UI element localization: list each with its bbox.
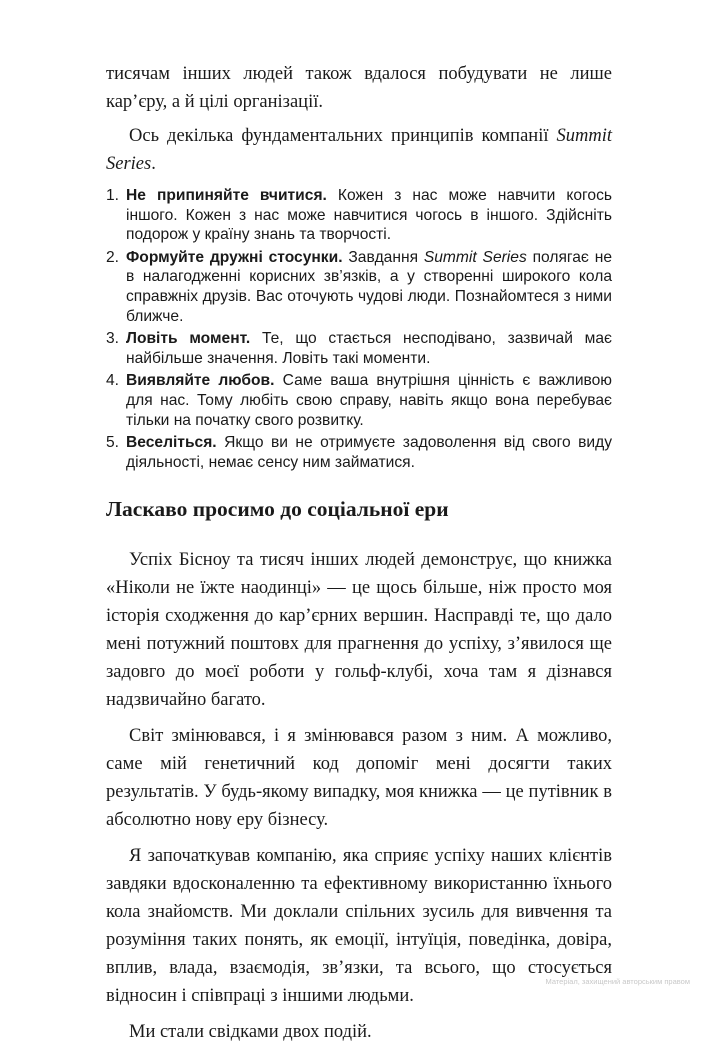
copyright-watermark: Матеріал, захищений авторським правом bbox=[545, 977, 690, 986]
principles-lead-text: Ось декілька фундаментальних принципів компанії bbox=[129, 126, 557, 146]
principle-number: 3. bbox=[106, 330, 120, 348]
principles-lead-paragraph bbox=[106, 122, 612, 178]
section-heading: Ласкаво просимо до соціальної ери bbox=[106, 497, 449, 522]
principle-text: полягає не в налагодженні корисних зв’язків, а у створенні широкого кола справжніх друзів. Вас оточують чудові люди. Познайомтеся з ними ближче. bbox=[126, 248, 612, 325]
principle-item bbox=[106, 329, 612, 368]
principle-text-before: Завдання bbox=[342, 248, 424, 266]
principle-text: Кожен з нас може навчити когось іншого. Кожен з нас може навчитися чогось в іншого. Здійсніть подорож у країну знань та творчості. bbox=[126, 187, 612, 244]
principle-number: 4. bbox=[106, 372, 120, 390]
principle-item bbox=[106, 433, 612, 472]
principle-item bbox=[106, 248, 612, 326]
company-name: Summit Series bbox=[106, 126, 612, 174]
principle-item bbox=[106, 186, 612, 245]
principle-number: 1. bbox=[106, 187, 120, 204]
principle-title: Виявляйте любов. bbox=[126, 372, 275, 390]
principle-title: Ловіть момент. bbox=[126, 330, 251, 348]
section-body bbox=[106, 546, 612, 1046]
principle-number: 2. bbox=[106, 248, 120, 266]
principle-number: 5. bbox=[106, 434, 120, 452]
principle-item bbox=[106, 371, 612, 430]
body-paragraph: Ми стали свідками двох подій. bbox=[129, 1022, 372, 1043]
principle-text: Те, що стається несподівано, зазвичай має найбільше значення. Ловіть такі моменти. bbox=[126, 330, 612, 367]
body-paragraph: Світ змінювався, і я змінювався разом з ним. А можливо, саме мій генетичний код допоміг мені досягти таких результатів. У будь-якому випадку, моя книжка — це путівник в абсолютно нову еру бізнесу. bbox=[106, 726, 612, 831]
principles-list bbox=[106, 186, 612, 472]
principle-company-name: Summit Series bbox=[423, 248, 527, 266]
principle-title: Веселіться. bbox=[126, 434, 217, 452]
book-page bbox=[106, 60, 612, 1054]
principle-text: Якщо ви не отримуєте задоволення від свого виду діяльності, немає сенсу ним займатися. bbox=[126, 434, 612, 471]
intro-continuation-paragraph bbox=[106, 60, 612, 116]
principle-title: Не припиняйте вчитися. bbox=[126, 187, 327, 204]
principles-lead-end: . bbox=[151, 154, 156, 174]
principle-title: Формуйте дружні стосунки. bbox=[126, 248, 343, 266]
intro-continuation-text: тисячам інших людей також вдалося побудувати не лише кар’єру, а й цілі організації. bbox=[106, 64, 612, 112]
body-paragraph: Успіх Бісноу та тисяч інших людей демонструє, що книжка «Ніколи не їжте наодинці» — це щось більше, ніж просто моя історія сходження до кар’єрних вершин. Насправді те, що дало мені потужний поштовх для прагнення до успіху, з’явилося ще задовго до моєї роботи у гольф-клубі, хоча там я дізнався надзвичайно багато. bbox=[106, 550, 612, 711]
body-paragraph: Я започаткував компанію, яка сприяє успіху наших клієнтів завдяки вдосконаленню та ефективному використанню їхнього кола знайомств. Ми доклали спільних зусиль для вивчення та розуміння таких понять, як емоції, інтуїція, поведінка, довіра, вплив, влада, взаємодія, зв’язки, та всього, що стосується відносин і співпраці з іншими людьми. bbox=[106, 846, 612, 1007]
principle-text: Саме ваша внутрішня цінність є важливою для нас. Тому любіть свою справу, навіть якщо вона перебуває тільки на початку свого розвитку. bbox=[126, 372, 613, 429]
